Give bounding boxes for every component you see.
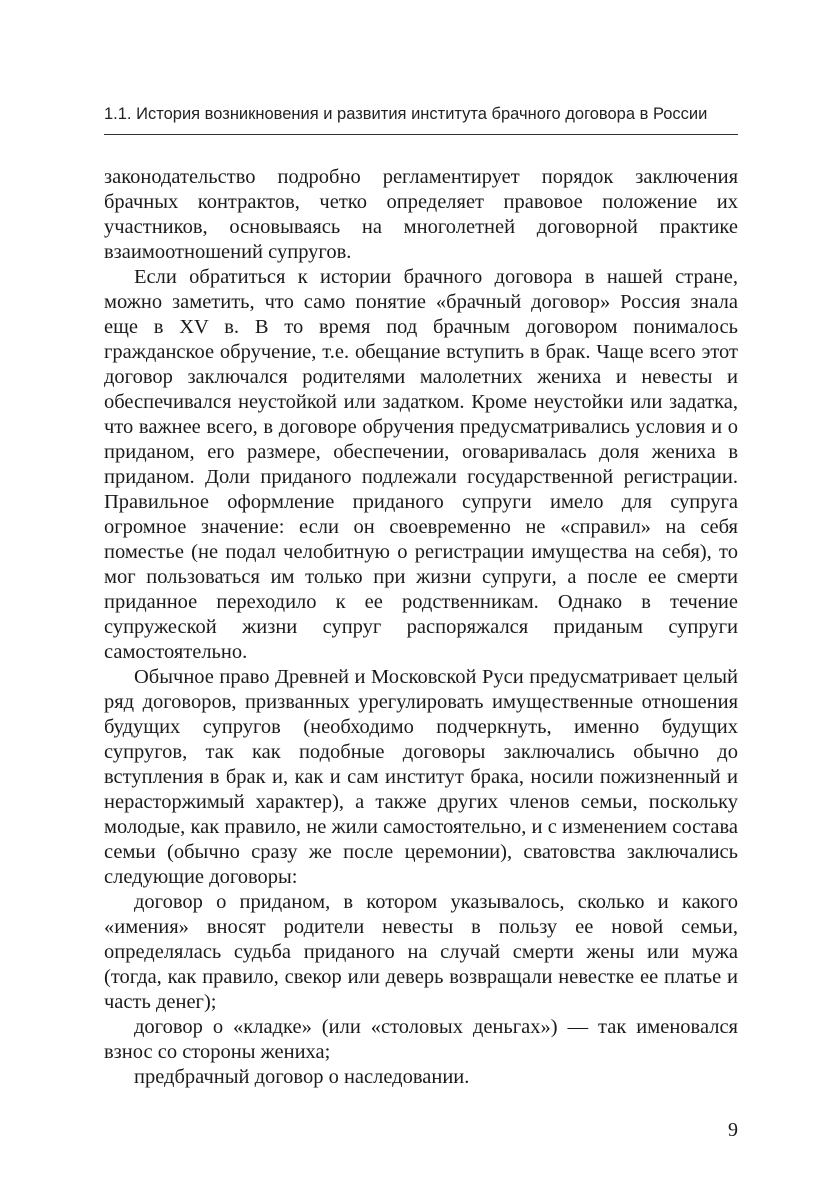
page-number: 9 [728,1119,738,1141]
list-item-kladka-contract: договор о «кладке» (или «столовых деньгах») — так именовался взнос со стороны жениха; [104,1016,738,1063]
page-body-text [104,165,738,1090]
header-divider [104,134,738,135]
list-item-dowry-contract: договор о приданом, в котором указывалось, сколько и какого «имения» вносят родители невесты в пользу ее новой семьи, определялась судьба приданого на случай смерти жены или мужа (тогда, как правило, свекор или деверь возвращали невестке ее платье и часть денег); [104,891,738,1013]
list-item-inheritance-contract: предбрачный договор о наследовании. [134,1066,470,1088]
running-header-title: 1.1. История возникновения и развития института брачного договора в России [104,105,708,123]
paragraph-customary-law: Обычное право Древней и Московской Руси предусматривает целый ряд договоров, призванных урегулировать имущественные отношения будущих супругов (необходимо подчеркнуть, именно будущих супругов, так как подобные договоры заключались обычно до вступления в брак и, как и сам институт брака, носили пожизненный и нерасторжимый характер), а также других членов семьи, поскольку молодые, как правило, не жили самостоятельно, и с изменением состава семьи (обычно сразу же после церемонии), сватовства заключались следующие договоры: [104,666,738,888]
paragraph-continuation: законодательство подробно регламентирует порядок заключения брачных контрактов, четко определяет правовое положение их участников, основываясь на многолетней договорной практике взаимоотношений супругов. [104,166,738,263]
paragraph-history: Если обратиться к истории брачного договора в нашей стране, можно заметить, что само понятие «брачный договор» Россия знала еще в XV в. В то время под брачным договором понималось гражданское обручение, т.е. обещание вступить в брак. Чаще всего этот договор заключался родителями малолетних жениха и невесты и обеспечивался неустойкой или задатком. Кроме неустойки или задатка, что важнее всего, в договоре обручения предусматривались условия и о приданом, его размере, обеспечении, оговаривалась доля жениха в приданом. Доли приданого подлежали государственной регистрации. Правильное оформление приданого супруги имело для супруга огромное значение: если он своевременно не «справил» на себя поместье (не подал челобитную о регистрации имущества на себя), то мог пользоваться им только при жизни супруги, а после ее смерти приданное переходило к ее родственникам. Однако в течение супружеской жизни супруг распоряжался приданым супруги самостоятельно. [104,266,738,663]
